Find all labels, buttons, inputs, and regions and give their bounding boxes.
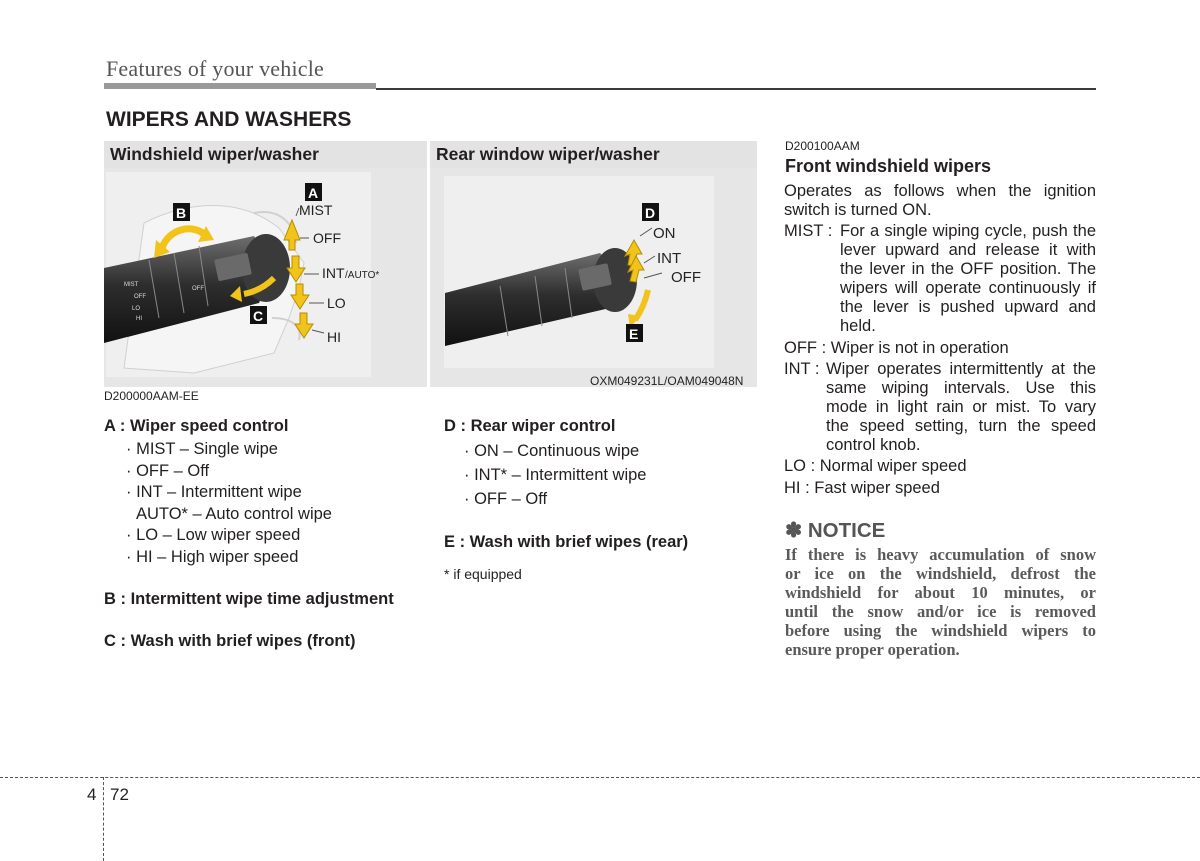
item-d-heading: D : Rear wiper control: [444, 417, 616, 435]
wiper-lever-front-illustration: [104, 168, 427, 387]
label-d: D: [645, 205, 656, 221]
running-header: Features of your vehicle: [106, 56, 325, 81]
front-wipers-heading: Front windshield wipers: [785, 156, 992, 176]
figure-left-illustration: [104, 168, 427, 387]
item-d-list: [464, 439, 646, 511]
chapter-number: 4: [87, 785, 97, 804]
figure-right-title: Rear window wiper/washer: [430, 141, 757, 168]
figure-right-code: OXM049231L/OAM049048N: [590, 374, 744, 388]
label-mist: MIST: [299, 202, 333, 218]
item-c-heading: C : Wash with brief wipes (front): [104, 632, 356, 650]
off-description: OFF : Wiper is not in operation: [784, 339, 1009, 357]
label-b: B: [176, 205, 187, 221]
figure-right-illustration: [430, 168, 757, 387]
figure-left-code: D200000AAM-EE: [104, 389, 199, 403]
header-rule-thick: [104, 83, 376, 89]
section-code: D200100AAM: [785, 139, 860, 153]
item-a-lo: · LO – Low wiper speed: [126, 526, 301, 544]
page-number: 72: [110, 785, 129, 804]
notice-title: ✽ NOTICE: [785, 519, 886, 542]
item-d-int: · INT* – Intermittent wipe: [464, 466, 647, 484]
int-label: INT :: [784, 360, 820, 378]
label-c: C: [253, 308, 264, 324]
label-a: A: [308, 185, 319, 201]
mist-label: MIST :: [784, 222, 833, 240]
footer-vertical-divider: [103, 777, 104, 861]
item-a-auto: AUTO* – Auto control wipe: [136, 504, 332, 523]
label-int: INT: [322, 265, 345, 281]
item-a-mist: · MIST – Single wipe: [126, 440, 278, 458]
label-hi: HI: [327, 329, 341, 345]
item-a-off: · OFF – Off: [126, 461, 210, 480]
header-rule-thin: [376, 88, 1096, 90]
item-b-heading: B : Intermittent wipe time adjustment: [104, 590, 394, 608]
item-d-on: · ON – Continuous wipe: [464, 442, 640, 460]
svg-text:HI: HI: [136, 316, 142, 322]
label-on: ON: [653, 225, 676, 242]
int-description: Wiper operates intermittently at the same wiping intervals. Use this mode in light rain or mist. To vary the speed setting, turn the speed control knob.: [826, 360, 1096, 454]
item-a-hi: · HI – High wiper speed: [126, 547, 299, 566]
item-a-int: · INT – Intermittent wipe: [126, 483, 302, 501]
footnote: * if equipped: [444, 566, 522, 582]
label-lo: LO: [327, 295, 346, 311]
lo-description: LO : Normal wiper speed: [784, 457, 967, 475]
label-auto: /AUTO*: [345, 270, 380, 281]
label-e: E: [629, 326, 639, 342]
label-off: OFF: [313, 230, 341, 246]
wiper-lever-rear-illustration: [430, 168, 757, 387]
item-a-list: [126, 439, 332, 568]
item-d-off: · OFF – Off: [464, 490, 548, 508]
figure-left-title: Windshield wiper/washer: [104, 141, 427, 168]
item-e-heading: E : Wash with brief wipes (rear): [444, 533, 689, 551]
item-a-heading: A : Wiper speed control: [104, 417, 289, 435]
svg-text:OFF: OFF: [192, 286, 204, 292]
notice-text: If there is heavy accumulation of snow or ice on the windshield, defrost the windshield for about 10 minutes, or until the snow and/or ice is removed before using the windshield wipers to ensure proper operation.: [785, 545, 1096, 659]
intro-text: Operates as follows when the ignition switch is turned ON.: [784, 182, 1096, 219]
mist-description: For a single wiping cycle, push the lever upward and release it with the lever in the OFF position. The wipers will operate continuously if the lever is pushed upward and held.: [840, 222, 1096, 335]
hi-description: HI : Fast wiper speed: [784, 479, 940, 497]
svg-text:MIST: MIST: [124, 282, 139, 288]
svg-text:LO: LO: [132, 306, 141, 312]
section-title: WIPERS AND WASHERS: [106, 108, 352, 131]
label-off-rear: OFF: [671, 269, 701, 286]
label-int-rear: INT: [657, 250, 682, 267]
svg-text:OFF: OFF: [134, 294, 146, 300]
footer-divider: [0, 777, 1200, 778]
